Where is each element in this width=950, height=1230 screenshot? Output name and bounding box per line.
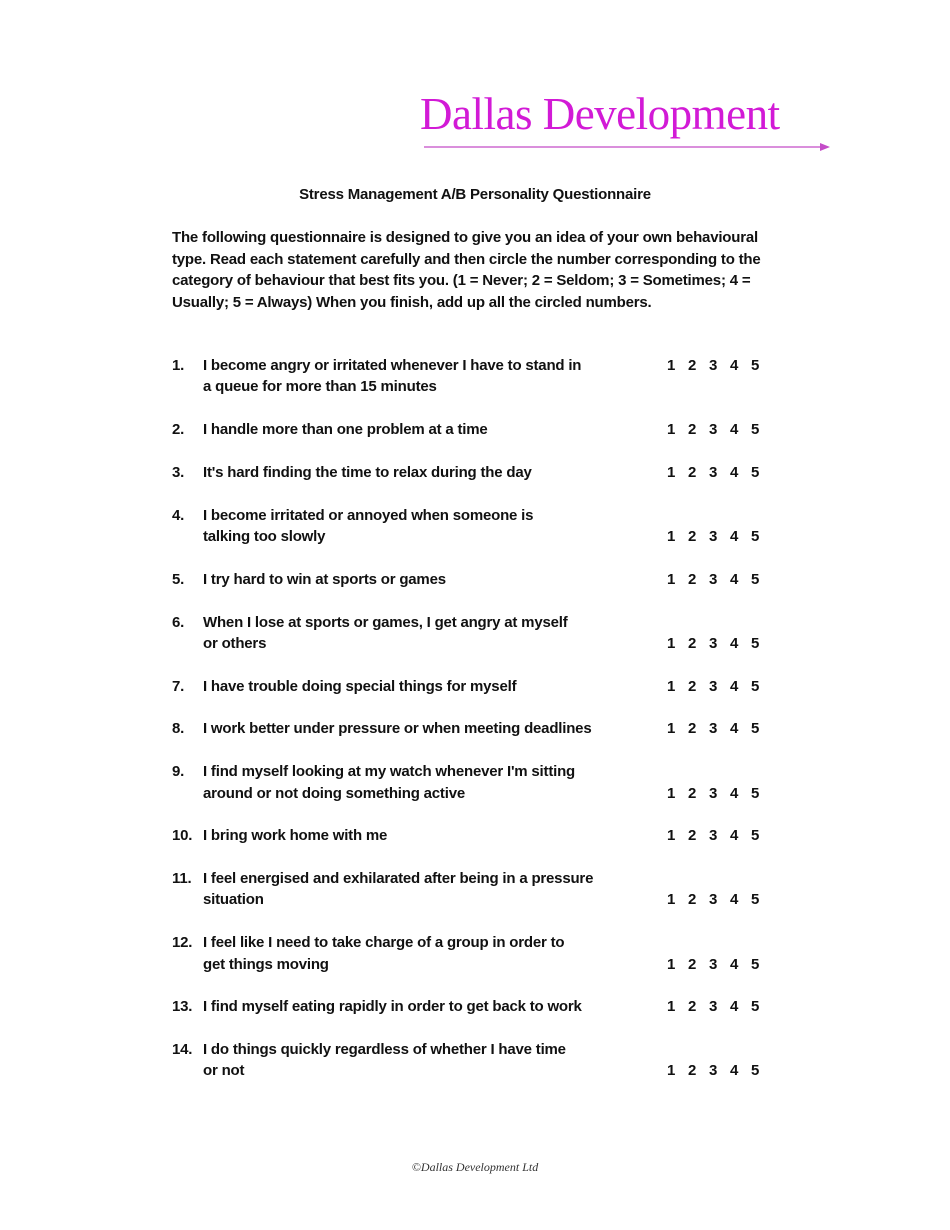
question-text: I become irritated or annoyed when someone is talking too slowly (203, 506, 534, 545)
rating-option-2[interactable]: 2 (688, 357, 697, 374)
rating-option-2[interactable]: 2 (688, 998, 697, 1016)
question-item (172, 996, 772, 1017)
rating-option-4[interactable]: 4 (730, 720, 739, 738)
question-number: 4. (172, 506, 185, 524)
rating-option-1[interactable]: 1 (667, 357, 676, 374)
rating-scale (667, 954, 772, 975)
rating-option-1[interactable]: 1 (667, 720, 676, 738)
question-number: 9. (172, 763, 185, 781)
rating-option-1[interactable]: 1 (667, 570, 676, 588)
instructions: The following questionnaire is designed to give you an idea of your own behavioural type. Read each statement carefully and then circle the number corresponding to the category of behaviour that best fits you. (1 = Never; 2 = Seldom; 3 = Sometimes; 4 = Usually; 5 = Always) When you finish, add up all the circled numbers. (172, 229, 761, 311)
rating-option-3[interactable]: 3 (709, 720, 718, 738)
rating-option-1[interactable]: 1 (667, 1062, 676, 1080)
rating-scale (667, 996, 772, 1017)
rating-scale (667, 676, 772, 697)
rating-option-4[interactable]: 4 (730, 677, 739, 695)
question-text: I find myself looking at my watch whenever I'm sitting around or not doing something active (203, 763, 576, 802)
rating-option-3[interactable]: 3 (709, 677, 718, 695)
rating-option-1[interactable]: 1 (667, 463, 676, 481)
question-number: 7. (172, 677, 185, 695)
rating-option-3[interactable]: 3 (709, 357, 718, 374)
question-item (172, 676, 772, 697)
rating-option-2[interactable]: 2 (688, 527, 697, 545)
rating-option-1[interactable]: 1 (667, 891, 676, 909)
question-text: I feel energised and exhilarated after being in a pressure situation (203, 870, 594, 909)
rating-option-4[interactable]: 4 (730, 891, 739, 909)
rating-option-4[interactable]: 4 (730, 421, 739, 439)
question-number: 12. (172, 934, 193, 952)
rating-option-3[interactable]: 3 (709, 463, 718, 481)
rating-option-4[interactable]: 4 (730, 527, 739, 545)
rating-scale (667, 462, 772, 483)
question-item (172, 932, 772, 975)
question-text: I feel like I need to take charge of a group in order to get things moving (203, 934, 565, 973)
question-number: 10. (172, 827, 193, 845)
page-title: Stress Management A/B Personality Questionnaire (299, 186, 651, 203)
rating-option-5[interactable]: 5 (751, 998, 760, 1016)
rating-option-5[interactable]: 5 (751, 421, 760, 439)
rating-option-1[interactable]: 1 (667, 955, 676, 973)
rating-scale (667, 889, 772, 910)
question-number: 14. (172, 1041, 193, 1059)
brand-arrow-head (820, 143, 830, 151)
question-text: It's hard finding the time to relax during the day (203, 463, 532, 481)
rating-option-4[interactable]: 4 (730, 570, 739, 588)
rating-option-2[interactable]: 2 (688, 634, 697, 652)
rating-option-3[interactable]: 3 (709, 1062, 718, 1080)
question-item (172, 505, 772, 548)
question-number: 6. (172, 613, 185, 631)
question-number: 2. (172, 421, 185, 439)
question-item (172, 462, 772, 483)
rating-scale (667, 825, 772, 846)
question-number: 11. (172, 870, 192, 888)
brand-name: Dallas Development (420, 89, 780, 139)
rating-option-2[interactable]: 2 (688, 827, 697, 845)
rating-option-2[interactable]: 2 (688, 677, 697, 695)
rating-scale (667, 419, 772, 440)
rating-option-4[interactable]: 4 (730, 998, 739, 1016)
rating-option-1[interactable]: 1 (667, 677, 676, 695)
rating-option-2[interactable]: 2 (688, 891, 697, 909)
rating-option-2[interactable]: 2 (688, 570, 697, 588)
rating-option-5[interactable]: 5 (751, 784, 760, 802)
rating-option-4[interactable]: 4 (730, 827, 739, 845)
rating-option-4[interactable]: 4 (730, 463, 739, 481)
question-item (172, 718, 772, 739)
rating-option-5[interactable]: 5 (751, 570, 760, 588)
question-text: I work better under pressure or when meeting deadlines (203, 720, 592, 738)
question-list (172, 355, 772, 1082)
question-text: I bring work home with me (203, 827, 388, 845)
rating-option-2[interactable]: 2 (688, 421, 697, 439)
question-text: I find myself eating rapidly in order to get back to work (203, 998, 582, 1016)
question-number: 13. (172, 998, 193, 1016)
question-number: 3. (172, 463, 185, 481)
rating-scale (667, 355, 772, 376)
question-number: 5. (172, 570, 185, 588)
question-item (172, 419, 772, 440)
rating-option-5[interactable]: 5 (751, 720, 760, 738)
rating-option-1[interactable]: 1 (667, 998, 676, 1016)
rating-option-2[interactable]: 2 (688, 720, 697, 738)
rating-option-5[interactable]: 5 (751, 463, 760, 481)
brand-arrow-underline (424, 143, 830, 153)
rating-option-2[interactable]: 2 (688, 1062, 697, 1080)
rating-option-4[interactable]: 4 (730, 357, 739, 374)
rating-option-4[interactable]: 4 (730, 784, 739, 802)
rating-option-5[interactable]: 5 (751, 955, 760, 973)
question-item (172, 1039, 772, 1082)
question-text: I have trouble doing special things for myself (203, 677, 517, 695)
rating-option-4[interactable]: 4 (730, 955, 739, 973)
question-text: I become angry or irritated whenever I have to stand in a queue for more than 15 minutes (203, 357, 582, 396)
rating-scale (667, 783, 772, 804)
question-item (172, 355, 772, 398)
rating-option-5[interactable]: 5 (751, 634, 760, 652)
copyright-footer: ©Dallas Development Ltd (411, 1160, 539, 1174)
question-item (172, 761, 772, 804)
rating-scale (667, 1060, 772, 1081)
rating-scale (667, 569, 772, 590)
rating-option-1[interactable]: 1 (667, 421, 676, 439)
rating-option-3[interactable]: 3 (709, 421, 718, 439)
rating-option-5[interactable]: 5 (751, 1062, 760, 1080)
question-item (172, 612, 772, 655)
question-text: I try hard to win at sports or games (203, 570, 446, 588)
rating-scale (667, 718, 772, 739)
rating-option-1[interactable]: 1 (667, 527, 676, 545)
rating-option-3[interactable]: 3 (709, 570, 718, 588)
rating-option-5[interactable]: 5 (751, 357, 760, 374)
question-number: 8. (172, 720, 185, 738)
rating-scale (667, 526, 772, 547)
question-item (172, 825, 772, 846)
question-text: I handle more than one problem at a time (203, 421, 488, 439)
question-text: I do things quickly regardless of whether I have time or not (203, 1041, 566, 1080)
rating-option-4[interactable]: 4 (730, 634, 739, 652)
question-item (172, 868, 772, 911)
rating-option-1[interactable]: 1 (667, 634, 676, 652)
rating-option-3[interactable]: 3 (709, 998, 718, 1016)
rating-option-3[interactable]: 3 (709, 955, 718, 973)
rating-option-2[interactable]: 2 (688, 955, 697, 973)
brand-logo (420, 89, 830, 156)
rating-option-3[interactable]: 3 (709, 827, 718, 845)
rating-option-1[interactable]: 1 (667, 827, 676, 845)
rating-option-5[interactable]: 5 (751, 527, 760, 545)
rating-option-3[interactable]: 3 (709, 527, 718, 545)
question-item (172, 569, 772, 590)
rating-option-5[interactable]: 5 (751, 827, 760, 845)
rating-option-3[interactable]: 3 (709, 784, 718, 802)
rating-option-1[interactable]: 1 (667, 784, 676, 802)
rating-option-3[interactable]: 3 (709, 891, 718, 909)
rating-option-3[interactable]: 3 (709, 634, 718, 652)
rating-option-2[interactable]: 2 (688, 463, 697, 481)
rating-option-4[interactable]: 4 (730, 1062, 739, 1080)
rating-option-2[interactable]: 2 (688, 784, 697, 802)
rating-scale (667, 633, 772, 654)
rating-option-5[interactable]: 5 (751, 677, 760, 695)
question-number: 1. (172, 357, 185, 374)
rating-option-5[interactable]: 5 (751, 891, 760, 909)
question-text: When I lose at sports or games, I get angry at myself or others (203, 613, 568, 652)
